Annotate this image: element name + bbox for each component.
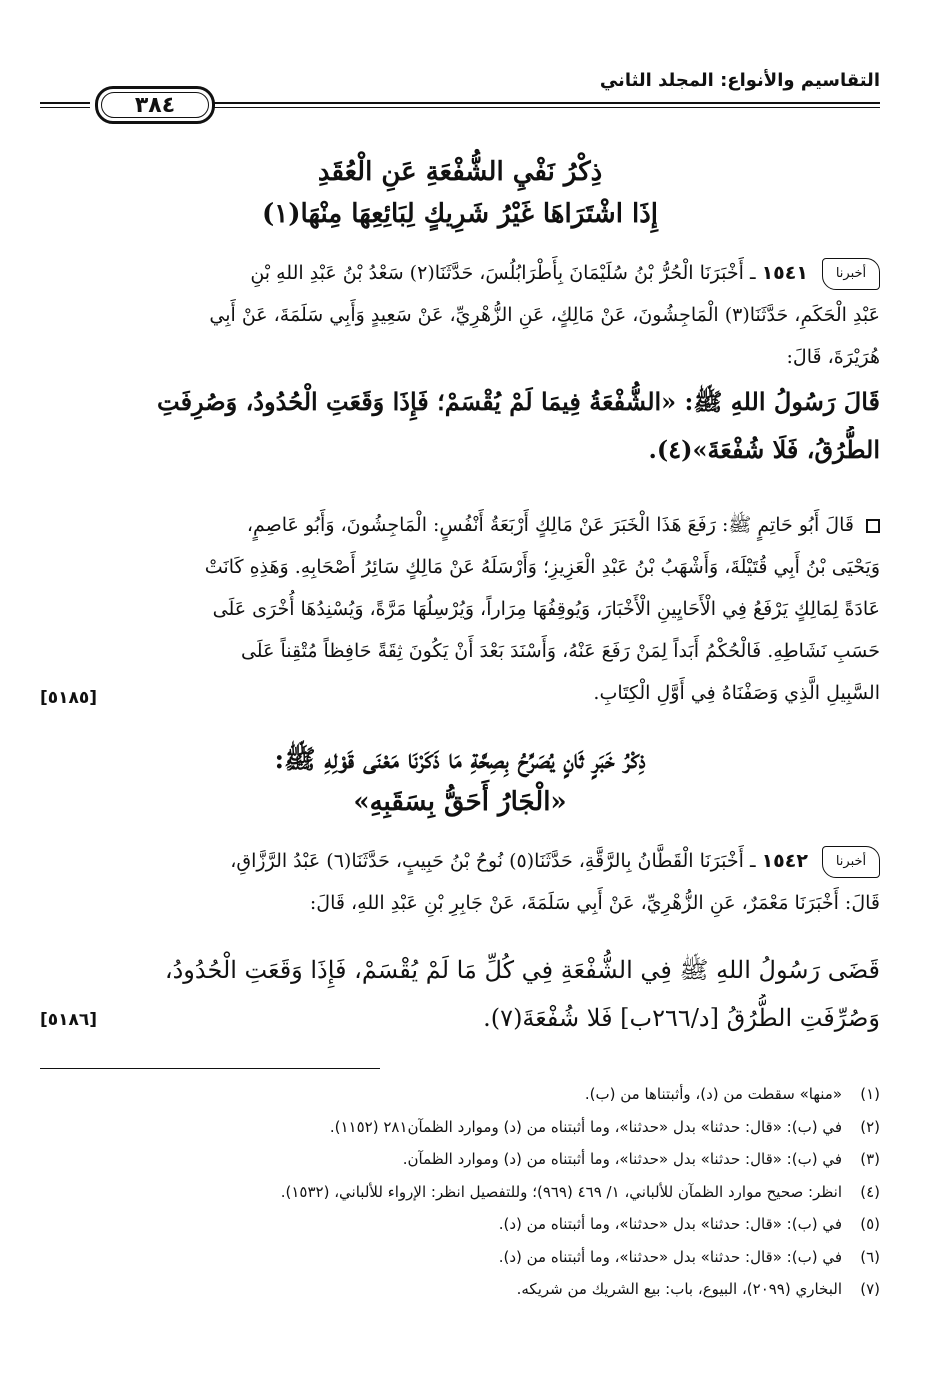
book-page [40,60,880,1360]
header-rule-left [40,102,90,108]
isnad-line: قَالَ: أَخْبَرَنَا مَعْمَرٌ، عَنِ الزُّهْرِيِّ، عَنْ أَبِي سَلَمَةَ، عَنْ جَابِرِ بْنِ عَبْدِ اللهِ، قَالَ: [309,892,880,914]
page-number: ٣٨٤ [134,92,176,118]
isnad-line: هُرَيْرَةَ، قَالَ: [786,346,880,368]
square-bullet-icon [866,519,880,533]
footnote: (٦)في (ب): «قال: حدثنا» بدل «حدثنا»، وما أثبتناه من (د). [498,1247,880,1266]
footnotes [40,1078,880,1306]
matn-line: قَضَى رَسُولُ اللهِ ﷺ فِي الشُّفْعَةِ فِي كُلِّ مَا لَمْ يُقْسَمْ، فَإِذَا وَقَعَتِ الْحُدُودُ، [164,956,880,984]
footnote: (٣)في (ب): «قال: حدثنا» بدل «حدثنا»، وما أثبتناه من (د) وموارد الظمآن. [402,1150,880,1168]
header-rule [210,102,880,108]
section1-title-line2: إِذَا اشْتَرَاهَا غَيْرُ شَرِيكٍ لِبَائِعِهَا مِنْهَا(١) [261,199,659,229]
comment-line: السَّبِيلِ الَّذِي وَصَفْنَاهُ فِي أَوَّلِ الْكِتَابِ. [593,682,880,704]
abu-hatim-comment [40,504,880,714]
hadith-1542-matn [40,946,880,1042]
running-header-title: التقاسيم والأنواع: المجلد الثاني [599,70,880,91]
isnad-line [40,840,880,882]
matn-line: قَالَ رَسُولُ اللهِ ﷺ: «الشُّفْعَةُ فِيمَا لَمْ يُقْسَمْ؛ فَإِذَا وَقَعَتِ الْحُدُودُ، وَصُرِفَتِ [157,387,880,416]
footnote: (٤)انظر: صحيح موارد الظمآن للألباني، ١/ ٤٦٩ (٩٦٩)؛ وللتفصيل انظر: الإرواء للألباني، (١٥٣٢). [280,1182,880,1201]
section1-title-line1: ذِكْرُ نَفْيِ الشُّفْعَةِ عَنِ الْعُقَدِ [317,157,603,187]
hadith-number: ١٥٤٢ [761,850,808,872]
footnote: (٢)في (ب): «قال: حدثنا» بدل «حدثنا»، وما أثبتناه من (د) وموارد الظمآن٢٨١ (١١٥٢). [329,1117,880,1136]
reference-number: [٥١٨٥] [40,688,98,708]
page-number-badge [95,86,215,124]
reference-number: [٥١٨٦] [40,1010,98,1030]
matn-line: الطُّرُقُ، فَلَا شُفْعَةَ»(٤). [648,435,880,464]
running-header [40,60,880,118]
comment-line: وَيَحْيَى بْنُ أَبِي قُتَيْلَةَ، وَأَشْهَبُ بْنُ عَبْدِ الْعَزِيزِ؛ وَأَرْسَلَهُ عَنْ مَالِكٍ سَائِرُ أَصْحَابِهِ. وَهَذِهِ كَانَتْ [204,556,880,578]
isnad-line [40,252,880,294]
hadith-ornament-icon: أخبرنا [822,258,880,290]
footnote: (١)«منها» سقطت من (د)، وأثبتناها من (ب). [584,1085,880,1103]
section2-title-line1: ذِكْرُ خَبَرٍ ثَانٍ يُصَرِّحُ بِصِحَّةِ مَا ذَكَرْنَا مَعْنَى قَوْلِهِ ﷺ: [274,745,646,775]
hadith-1541-matn [40,378,880,474]
comment-line: عَادَةً لِمَالِكٍ يَرْفَعُ فِي الْأَحَايِينِ الْأَخْبَارَ، وَيُوقِفُهَا مِرَاراً، وَيُرْسِلُهَا مَرَّةً، وَيُسْنِدُهَا أُخْرَى عَلَى [212,598,880,620]
footnote-separator [40,1068,380,1069]
footnote: (٥)في (ب): «قال: حدثنا» بدل «حدثنا»، وما أثبتناه من (د). [498,1215,880,1233]
comment-line [40,504,880,546]
comment-text: قَالَ أَبُو حَاتِمٍ ﷺ: رَفَعَ هَذَا الْخَبَرَ عَنْ مَالِكٍ أَرْبَعَةُ أَنْفُسٍ: الْمَاجِشُونَ، وَأَبُو عَاصِمٍ، [246,514,854,536]
hadith-number: ١٥٤١ [761,262,808,284]
footnote: (٧)البخاري (٢٠٩٩)، البيوع، باب: بيع الشريك من شريكه. [516,1280,880,1298]
isnad-text: ـ أَخْبَرَنَا الْحُرُّ بْنُ سُلَيْمَانَ بِأَطْرَابُلُسَ، حَدَّثَنَا(٢) سَعْدُ بْنُ عَبْدِ اللهِ بْنِ [250,262,756,284]
comment-line: حَسَبِ نَشَاطِهِ. فَالْحُكْمُ أَبَداً لِمَنْ رَفَعَ عَنْهُ، وَأَسْنَدَ بَعْدَ أَنْ يَكُونَ ثِقَةً حَافِظاً مُتْقِناً عَلَى [240,640,880,662]
isnad-line: عَبْدِ الْحَكَمِ، حَدَّثَنَا(٣) الْمَاجِشُونَ، عَنْ مَالِكٍ، عَنِ الزُّهْرِيِّ، عَنْ سَعِيدٍ وَأَبِي سَلَمَةَ، عَنْ أَبِي [209,304,880,326]
hadith-1542-isnad [40,840,880,924]
hadith-ornament-icon: أخبرنا [822,846,880,878]
section2-title-line2: «الْجَارُ أَحَقُّ بِسَقَبِهِ» [353,787,567,817]
matn-line: وَصُرِّفَتِ الطُّرُقُ [د/٢٦٦ب] فَلا شُفْعَةَ(٧). [483,1004,880,1032]
hadith-1541-isnad [40,252,880,378]
isnad-text: ـ أَخْبَرَنَا الْقَطَّانُ بِالرَّقَّةِ، حَدَّثَنَا(٥) نُوحُ بْنُ حَبِيبٍ، حَدَّثَنَا(٦) عَبْدُ الرَّزَّاقِ، [230,850,756,872]
